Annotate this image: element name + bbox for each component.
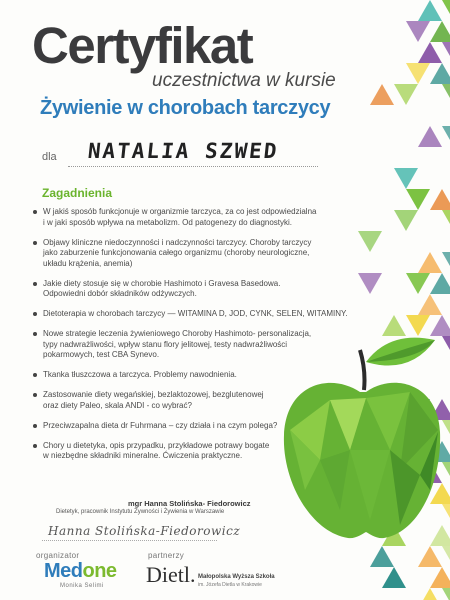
list-item xyxy=(31,441,351,462)
list-item-line: Przeciwzapalna dieta dr Fuhrmana – czy działa i na czym polega? xyxy=(43,420,278,430)
medone-logo xyxy=(44,560,117,583)
decorative-triangle xyxy=(442,126,450,147)
decorative-triangle xyxy=(430,189,450,210)
signatory-name: mgr Hanna Stolińska- Fiedorowicz xyxy=(128,499,251,508)
decorative-triangle xyxy=(394,210,418,231)
decorative-triangle xyxy=(430,21,450,42)
decorative-triangle xyxy=(358,273,382,294)
handwritten-signature: Hanna Stolińska-Fiedorowicz xyxy=(48,524,241,538)
topics-list xyxy=(31,207,351,471)
school-subtitle: im. Józefa Dietla w Krakowie xyxy=(198,582,262,588)
course-title: Żywienie w chorobach tarczycy xyxy=(40,97,331,119)
list-item xyxy=(31,370,351,381)
decorative-triangle xyxy=(406,189,430,210)
list-item-line: i w jaki sposób wpływa na metabolizm. Od patogenezy do diagnostyki. xyxy=(43,217,293,227)
medone-logo-part: one xyxy=(82,560,117,582)
list-item-line: Jakie diety stosuje się w chorobie Hashimoto i Gravesa Basedowa. xyxy=(43,278,281,288)
list-item xyxy=(31,207,351,228)
topics-heading: Zagadnienia xyxy=(42,186,113,200)
decorative-triangle xyxy=(418,0,442,21)
signatory-role: Dietetyk, pracownik Instytutu Żywności i Żywienia w Warszawie xyxy=(56,509,225,515)
decorative-triangle xyxy=(394,84,418,105)
decorative-triangle xyxy=(430,273,450,294)
organizer-label: organizator xyxy=(36,551,80,560)
certificate-subtitle: uczestnictwa w kursie xyxy=(152,70,336,91)
decorative-triangle xyxy=(430,567,450,588)
decorative-triangle xyxy=(418,42,442,63)
decorative-triangle xyxy=(442,84,450,105)
partners-label: partnerzy xyxy=(148,551,185,560)
decorative-triangle xyxy=(406,63,430,84)
list-item-line: Objawy kliniczne niedoczynności i nadczynności tarczycy. Choroby tarczycy xyxy=(43,237,312,247)
list-item-line: układu krążenia, anemia) xyxy=(43,258,133,268)
dietl-logo: Dietl. xyxy=(146,562,196,587)
list-item-line: pokarmowych, test CBA Synevo. xyxy=(43,350,160,359)
list-item-line: Nowe strategie leczenia żywieniowego Choroby Hashimoto- personalizacja, xyxy=(43,329,312,338)
decorative-triangle xyxy=(406,21,430,42)
name-underline xyxy=(68,166,318,167)
list-item-line: jako zaburzenie funkcjonowania całego organizmu (choroby neurologiczne, xyxy=(43,248,310,257)
decorative-triangle xyxy=(442,210,450,231)
apple-stem xyxy=(360,350,365,390)
list-item xyxy=(31,390,351,411)
list-item-line: typy nadwrażliwości, wpływ stanu flory jelitowej, testy nadwrażliwości xyxy=(43,339,288,349)
list-item-line: Zastosowanie diety wegańskiej, bezlaktozowej, bezglutenowej xyxy=(43,390,264,399)
list-item-line: Chory u dietetyka, opis przypadku, przykładowe potrawy bogate xyxy=(43,440,270,450)
list-item xyxy=(31,421,351,432)
decorative-triangle xyxy=(418,588,442,600)
decorative-triangle xyxy=(442,0,450,21)
decorative-triangle xyxy=(394,168,418,189)
decorative-triangle xyxy=(418,294,442,315)
decorative-triangle xyxy=(430,63,450,84)
list-item xyxy=(31,329,351,361)
list-item xyxy=(31,279,351,300)
list-item-line: Dietoterapia w chorobach tarczycy — WITAMINA D, JOD, CYNK, SELEN, WITAMINY. xyxy=(43,309,348,318)
signature-line xyxy=(42,540,217,541)
medone-subtitle: Monika Selimi xyxy=(60,583,104,589)
list-item xyxy=(31,238,351,270)
list-item-line: w niezbędne składniki mineralne. Ćwiczenia praktyczne. xyxy=(43,451,243,460)
decorative-triangle xyxy=(358,231,382,252)
decorative-triangle xyxy=(418,126,442,147)
for-label: dla xyxy=(42,151,57,163)
decorative-triangle xyxy=(442,42,450,63)
list-item-line: oraz diety Paleo, skala ANDI - co wybrać? xyxy=(43,400,192,410)
list-item xyxy=(31,309,351,320)
decorative-triangle xyxy=(442,588,450,600)
decorative-triangle xyxy=(382,567,406,588)
decorative-triangle xyxy=(406,273,430,294)
certificate-title: Certyfikat xyxy=(32,17,253,74)
list-item-line: Odpowiedni dobór składników odżywczych. xyxy=(43,289,197,298)
list-item-line: W jakiś sposób funkcjonuje w organizmie tarczyca, za co jest odpowiedzialna xyxy=(43,207,317,216)
decorative-triangle xyxy=(442,252,450,273)
recipient-name: NATALIA SZWED xyxy=(86,139,280,163)
decorative-triangle xyxy=(418,252,442,273)
medone-logo-part: Med xyxy=(44,560,83,582)
decorative-triangle xyxy=(370,84,394,105)
school-name: Małopolska Wyższa Szkoła xyxy=(198,574,275,580)
list-item-line: Tkanka tłuszczowa a tarczyca. Problemy nawodnienia. xyxy=(43,370,237,379)
